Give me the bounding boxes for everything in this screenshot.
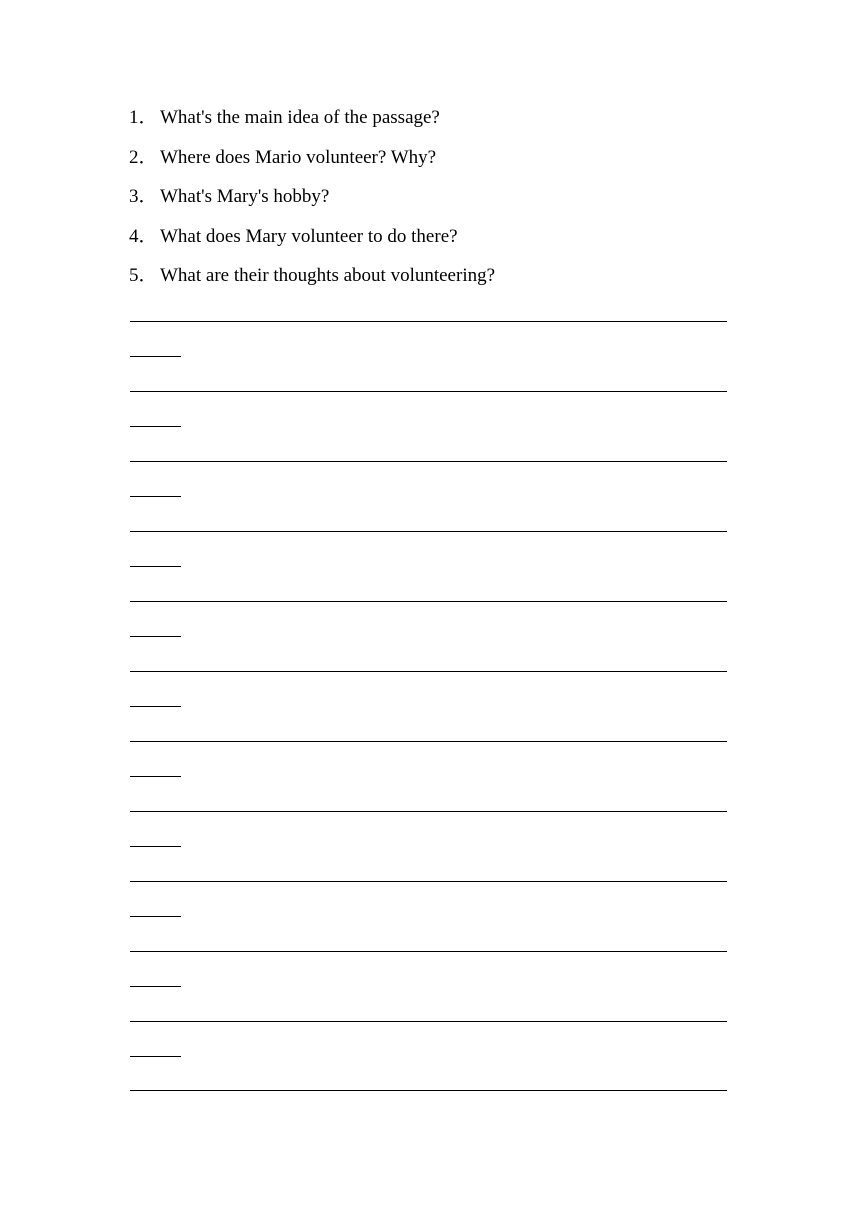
answer-line-continuation (130, 356, 181, 357)
answer-line (130, 1021, 727, 1022)
answer-line (130, 531, 727, 532)
answer-line (130, 321, 727, 322)
answer-line (130, 741, 727, 742)
answer-line-continuation (130, 706, 181, 707)
question-number: 1． (129, 107, 158, 128)
answer-line-continuation (130, 986, 181, 987)
question-item (129, 261, 769, 301)
question-number: 4． (129, 225, 158, 247)
question-item (129, 143, 769, 183)
answer-line-continuation (130, 496, 181, 497)
question-number: 5． (129, 265, 158, 286)
answer-line (130, 461, 727, 462)
answer-line-continuation (130, 846, 181, 847)
question-item (129, 222, 769, 262)
answer-line-continuation (130, 1056, 181, 1057)
question-text: What does Mary volunteer to do there? (160, 225, 458, 247)
question-number: 2． (129, 146, 158, 168)
question-list (129, 103, 769, 301)
answer-line (130, 811, 727, 812)
answer-line-continuation (130, 916, 181, 917)
question-text: What's the main idea of the passage? (160, 107, 440, 128)
answer-line (130, 951, 727, 952)
answer-line-continuation (130, 776, 181, 777)
answer-line-continuation (130, 636, 181, 637)
answer-line (130, 391, 727, 392)
answer-line (130, 881, 727, 882)
answer-line (130, 601, 727, 602)
answer-lines-area[interactable] (130, 321, 728, 1091)
question-number: 3． (129, 186, 158, 207)
question-text: What are their thoughts about volunteering? (160, 265, 496, 286)
answer-line-continuation (130, 426, 181, 427)
question-item (129, 103, 769, 143)
answer-line-continuation (130, 566, 181, 567)
question-text: What's Mary's hobby? (160, 186, 330, 207)
question-item (129, 182, 769, 222)
answer-line (130, 1090, 727, 1091)
question-text: Where does Mario volunteer? Why? (160, 146, 437, 168)
answer-line (130, 671, 727, 672)
